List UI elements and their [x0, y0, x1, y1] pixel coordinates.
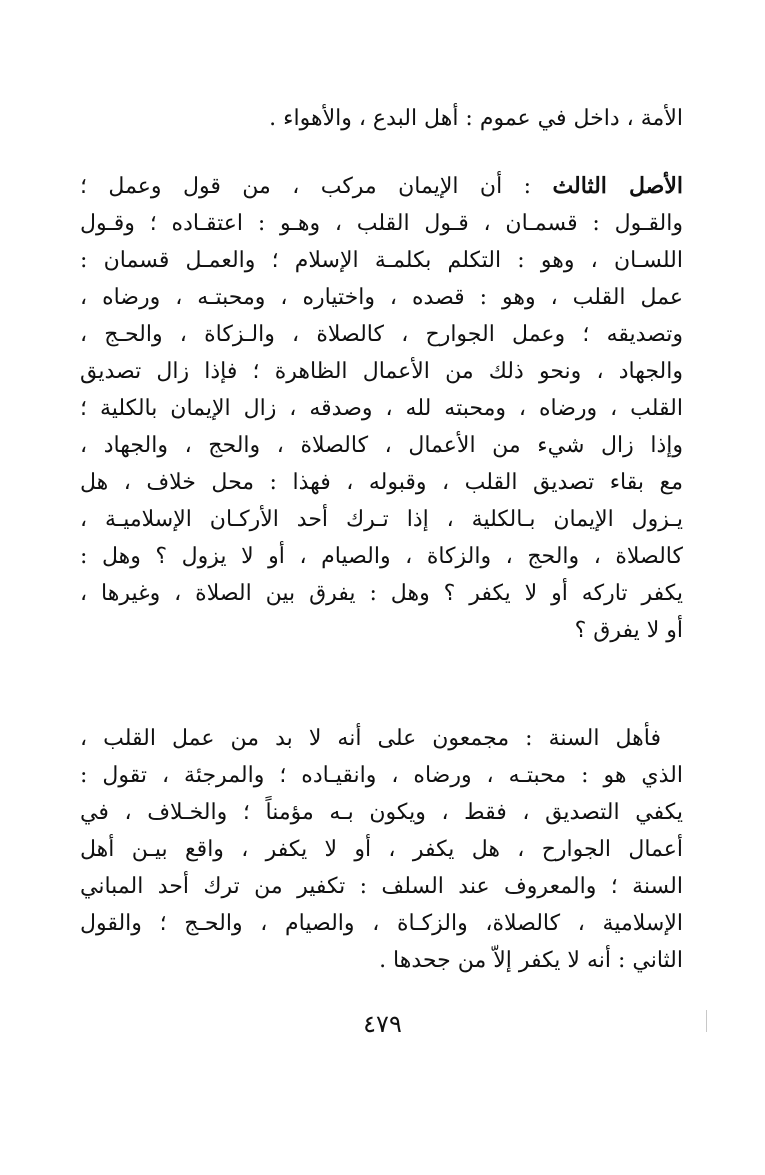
- paragraph-line: مع بقاء تصديق القلب ، وقبوله ، فهذا : محل خلاف ، هل: [80, 470, 683, 495]
- heading-continuation: : أن الإيمان مركب ، من قول وعمل ؛: [80, 174, 553, 199]
- paragraph-line: يـزول الإيمان بـالكلية ، إذا تـرك أحد الأركـان الإسلاميـة ،: [80, 507, 683, 532]
- paragraph-line: عمل القلب ، وهو : قصده ، واختياره ، ومحبتـه ، ورضاه ،: [80, 285, 683, 310]
- page-number: ٤٧٩: [363, 1010, 402, 1038]
- paragraph-line: يكفي التصديق ، فقط ، ويكون بـه مؤمناً ؛ والخـلاف ، في: [80, 800, 683, 825]
- paragraph-line: والجهاد ، ونحو ذلك من الأعمال الظاهرة ؛ فإذا زال تصديق: [80, 359, 683, 384]
- paragraph-line: وتصديقه ؛ وعمل الجوارح ، كالصلاة ، والـزكاة ، والحـج ،: [80, 322, 683, 347]
- paragraph-line: يكفر تاركه أو لا يكفر ؟ وهل : يفرق بين الصلاة ، وغيرها ،: [80, 581, 683, 606]
- paragraph-line: القلب ، ورضاه ، ومحبته لله ، وصدقه ، زال الإيمان بالكلية ؛: [80, 396, 683, 421]
- paragraph-line: فأهل السنة : مجمعون على أنه لا بد من عمل القلب ،: [80, 726, 661, 751]
- paragraph-line: والقـول : قسمـان ، قـول القلب ، وهـو : اعتقـاده ؛ وقـول: [80, 211, 683, 236]
- section-three: [80, 168, 683, 649]
- paragraph-line: أو لا يفرق ؟: [574, 618, 683, 643]
- paragraph-line: اللسـان ، وهو : التكلم بكلمـة الإسلام ؛ والعمـل قسمان :: [80, 248, 683, 273]
- paragraph-line: وإذا زال شيء من الأعمال ، كالصلاة ، والحج ، والجهاد ،: [80, 433, 683, 458]
- paragraph-line: الإسلامية ، كالصلاة، والزكـاة ، والصيام ، والحـج ؛ والقول: [80, 911, 683, 936]
- paragraph-line: الذي هو : محبتـه ، ورضاه ، وانقيـاده ؛ والمرجئة ، تقول :: [80, 763, 683, 788]
- paragraph-line: أعمال الجوارح ، هل يكفر ، أو لا يكفر ، واقع بيـن أهل: [80, 837, 683, 862]
- scan-edge-mark: [706, 1010, 707, 1032]
- section-heading: الأصل الثالث: [552, 173, 683, 199]
- paragraph-line: [80, 168, 683, 205]
- intro-line: الأمة ، داخل في عموم : أهل البدع ، والأهواء .: [269, 106, 683, 131]
- section-sunnah: [80, 720, 683, 979]
- paragraph-line: السنة ؛ والمعروف عند السلف : تكفير من ترك أحد المباني: [80, 874, 683, 899]
- paragraph-line: كالصلاة ، والحج ، والزكاة ، والصيام ، أو لا يزول ؟ وهل :: [80, 544, 683, 569]
- paragraph-line: الثاني : أنه لا يكفر إلاّ من جحدها .: [379, 948, 683, 973]
